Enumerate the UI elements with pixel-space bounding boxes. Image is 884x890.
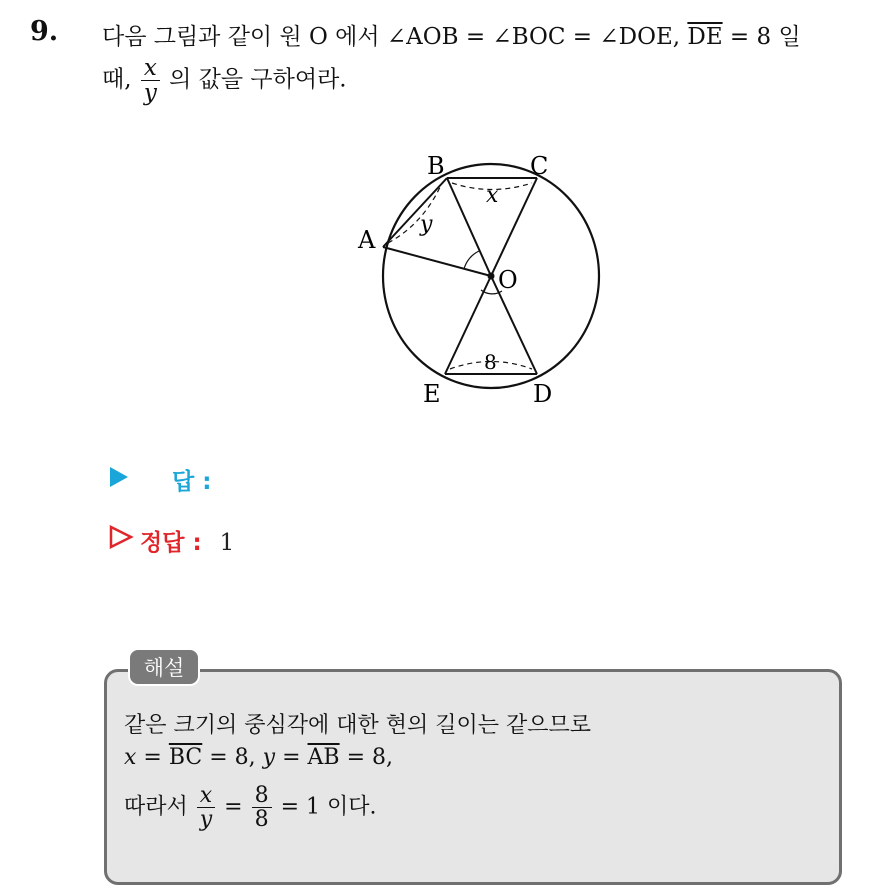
question-text-prefix: 때, bbox=[102, 66, 139, 93]
chord-ab bbox=[383, 178, 447, 247]
label-x: x bbox=[486, 183, 499, 208]
var-y: y bbox=[262, 745, 276, 770]
fraction-denominator: 8 bbox=[254, 807, 269, 833]
equals-1: = bbox=[136, 745, 169, 770]
answer-row bbox=[108, 463, 211, 496]
point-d-label: D bbox=[533, 380, 553, 408]
point-a-label: A bbox=[358, 226, 376, 254]
center-point bbox=[488, 273, 495, 280]
correct-answer-label: 정답 : bbox=[140, 530, 202, 556]
value-8-b: = 8, bbox=[339, 745, 394, 770]
equals-2: = bbox=[275, 745, 308, 770]
angle-mark-aob bbox=[464, 251, 479, 269]
answer-label: 답 : bbox=[172, 469, 212, 495]
fraction-numerator: x bbox=[197, 784, 215, 808]
fraction-8-over-8 bbox=[252, 784, 272, 831]
fraction-numerator: x bbox=[141, 56, 160, 81]
radius-ob bbox=[447, 178, 491, 276]
segment-de: $\overline{DE}$ bbox=[687, 24, 723, 50]
fraction-x-over-y bbox=[141, 56, 160, 105]
radius-oa bbox=[383, 247, 491, 276]
segment-bc: $\overline{BC}$ bbox=[168, 745, 203, 770]
explanation-tag: 해설 bbox=[128, 648, 200, 686]
question-line-1 bbox=[102, 18, 801, 51]
question-text-suffix: 의 값을 구하여라. bbox=[161, 66, 347, 93]
explanation-line-2 bbox=[124, 745, 393, 770]
correct-answer-row bbox=[108, 524, 234, 557]
var-x: x bbox=[124, 745, 137, 770]
fraction-denominator: y bbox=[199, 807, 213, 833]
explanation-prefix: 따라서 bbox=[124, 794, 195, 820]
circle-figure bbox=[340, 140, 620, 420]
explanation-line-1: 같은 크기의 중심각에 대한 현의 길이는 같으므로 bbox=[124, 713, 592, 738]
question-line-2 bbox=[102, 56, 347, 105]
fraction-x-over-y-2 bbox=[197, 784, 215, 831]
point-b-label: B bbox=[427, 152, 445, 180]
explanation-suffix: = 1 이다. bbox=[273, 794, 377, 820]
point-c-label: C bbox=[530, 152, 549, 180]
fraction-denominator: y bbox=[143, 80, 157, 107]
segment-ab: $\overline{AB}$ bbox=[307, 745, 340, 770]
label-y: y bbox=[420, 212, 433, 237]
correct-answer-value: 1 bbox=[219, 530, 235, 556]
question-number: 9. bbox=[30, 16, 59, 47]
equals-3: = bbox=[217, 794, 250, 820]
question-text: 다음 그림과 같이 원 O 에서 ∠AOB = ∠BOC = ∠DOE, bbox=[102, 24, 688, 50]
value-8-a: = 8, bbox=[202, 745, 263, 770]
fraction-numerator: 8 bbox=[252, 784, 272, 808]
explanation-box bbox=[104, 669, 842, 885]
point-e-label: E bbox=[423, 380, 441, 408]
filled-triangle-icon bbox=[108, 465, 130, 495]
question-text-tail: = 8 일 bbox=[722, 24, 801, 50]
outline-triangle-icon bbox=[108, 524, 130, 556]
explanation-line-3 bbox=[124, 784, 377, 831]
point-o-label: O bbox=[498, 266, 518, 294]
label-8: 8 bbox=[484, 350, 497, 374]
